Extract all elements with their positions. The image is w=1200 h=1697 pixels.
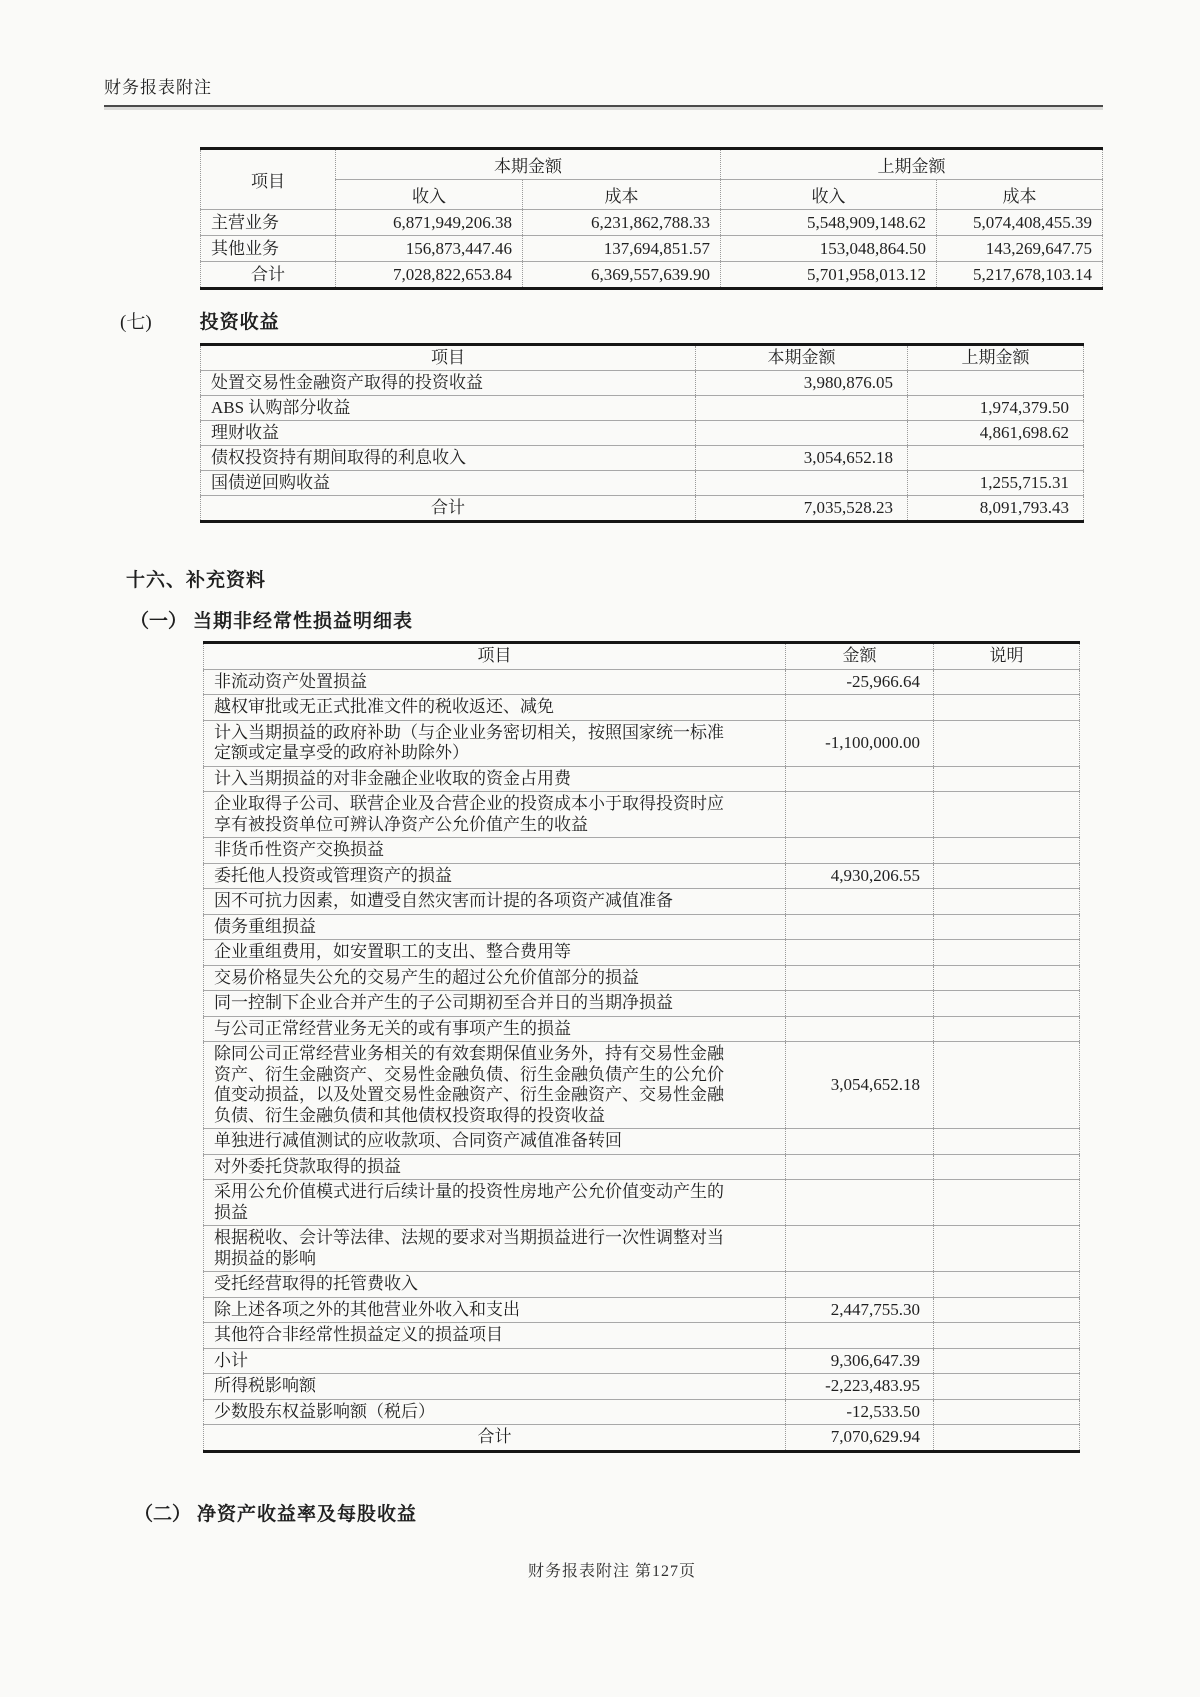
amount-cell: 4,930,206.55 (786, 863, 934, 889)
current-total-cell: 7,035,528.23 (696, 496, 908, 522)
total-row (201, 496, 1084, 522)
section-supplementary-heading: 十六、补充资料 (126, 570, 267, 591)
prior-income-total-cell: 5,701,958,013.12 (721, 262, 937, 289)
section-number: (七) (120, 312, 152, 333)
note-cell (934, 1154, 1080, 1180)
note-cell (934, 792, 1080, 838)
income-cost-table-header (201, 149, 1103, 210)
current-cost-cell: 6,231,862,788.33 (523, 210, 721, 236)
item-cell: 处置交易性金融资产取得的投资收益 (201, 371, 696, 396)
table-row (204, 889, 1080, 915)
item-cell: 因不可抗力因素，如遭受自然灾害而计提的各项资产减值准备 (204, 889, 786, 915)
col-income-header: 收入 (336, 180, 523, 210)
note-cell (934, 940, 1080, 966)
amount-cell (786, 1272, 934, 1298)
note-cell (934, 1399, 1080, 1425)
item-cell: 计入当期损益的政府补助（与企业业务密切相关，按照国家统一标准定额或定量享受的政府补助除外） (204, 720, 786, 766)
current-amount-cell: 3,980,876.05 (696, 371, 908, 396)
col-note-header: 说明 (934, 643, 1080, 670)
table-row (204, 1016, 1080, 1042)
item-cell: 非货币性资产交换损益 (204, 838, 786, 864)
item-cell: 委托他人投资或管理资产的损益 (204, 863, 786, 889)
current-amount-cell: 3,054,652.18 (696, 446, 908, 471)
item-cell: 理财收益 (201, 421, 696, 446)
item-cell: ABS 认购部分收益 (201, 396, 696, 421)
note-cell (934, 669, 1080, 695)
note-cell (934, 838, 1080, 864)
investment-income-table-body (201, 371, 1084, 496)
current-amount-cell (696, 421, 908, 446)
table-row (204, 838, 1080, 864)
table-row (204, 695, 1080, 721)
item-cell: 非流动资产处置损益 (204, 669, 786, 695)
total-row (201, 262, 1103, 289)
note-cell (934, 914, 1080, 940)
table-row (201, 236, 1103, 262)
note-cell (934, 1180, 1080, 1226)
table-row (204, 1323, 1080, 1349)
current-amount-cell (696, 471, 908, 496)
total-label-cell: 合计 (201, 496, 696, 522)
amount-cell (786, 695, 934, 721)
amount-cell (786, 1226, 934, 1272)
table-row (204, 914, 1080, 940)
prior-amount-cell: 4,861,698.62 (908, 421, 1084, 446)
note-cell (934, 1323, 1080, 1349)
note-cell (934, 965, 1080, 991)
table-row (204, 1348, 1080, 1374)
non-recurring-table (203, 641, 1080, 1453)
col-item-header: 项目 (204, 643, 786, 670)
subsection-non-recurring-heading (130, 611, 1200, 633)
prior-income-cell: 5,548,909,148.62 (721, 210, 937, 236)
table-row (204, 669, 1080, 695)
item-cell: 企业取得子公司、联营企业及合营企业的投资成本小于取得投资时应享有被投资单位可辨认净资产公允价值产生的收益 (204, 792, 786, 838)
subsection-number: （二） (134, 1503, 192, 1525)
table-row (204, 1180, 1080, 1226)
item-cell: 单独进行减值测试的应收款项、合同资产减值准备转回 (204, 1129, 786, 1155)
note-cell (934, 1042, 1080, 1129)
total-row (204, 1425, 1080, 1452)
item-cell: 越权审批或无正式批准文件的税收返还、减免 (204, 695, 786, 721)
item-cell: 采用公允价值模式进行后续计量的投资性房地产公允价值变动产生的损益 (204, 1180, 786, 1226)
item-cell: 受托经营取得的托管费收入 (204, 1272, 786, 1298)
amount-cell (786, 766, 934, 792)
item-cell: 交易价格显失公允的交易产生的超过公允价值部分的损益 (204, 965, 786, 991)
item-cell: 其他符合非经常性损益定义的损益项目 (204, 1323, 786, 1349)
table-row (204, 720, 1080, 766)
amount-cell (786, 991, 934, 1017)
table-row (204, 1374, 1080, 1400)
amount-cell (786, 940, 934, 966)
col-item-header: 项目 (201, 149, 336, 210)
amount-cell (786, 792, 934, 838)
current-cost-total-cell: 6,369,557,639.90 (523, 262, 721, 289)
amount-cell (786, 1323, 934, 1349)
table-row (204, 940, 1080, 966)
note-cell (934, 1374, 1080, 1400)
current-income-cell: 6,871,949,206.38 (336, 210, 523, 236)
table-row (204, 792, 1080, 838)
amount-cell (786, 1154, 934, 1180)
col-prior-header: 上期金额 (908, 345, 1084, 371)
amount-cell (786, 914, 934, 940)
item-cell: 债务重组损益 (204, 914, 786, 940)
item-cell: 除上述各项之外的其他营业外收入和支出 (204, 1297, 786, 1323)
table-row (204, 766, 1080, 792)
item-cell: 同一控制下企业合并产生的子公司期初至合并日的当期净损益 (204, 991, 786, 1017)
item-cell: 少数股东权益影响额（税后） (204, 1399, 786, 1425)
item-cell: 企业重组费用，如安置职工的支出、整合费用等 (204, 940, 786, 966)
total-label-cell: 合计 (204, 1425, 786, 1452)
amount-cell: -2,223,483.95 (786, 1374, 934, 1400)
page-footer (0, 1558, 1200, 1581)
note-cell (934, 1272, 1080, 1298)
page-header (104, 78, 1103, 107)
current-amount-cell (696, 396, 908, 421)
income-cost-table (200, 147, 1103, 290)
amount-cell: 3,054,652.18 (786, 1042, 934, 1129)
col-item-header: 项目 (201, 345, 696, 371)
amount-cell (786, 838, 934, 864)
prior-amount-cell (908, 371, 1084, 396)
table-row (201, 210, 1103, 236)
note-cell (934, 991, 1080, 1017)
investment-income-table (200, 343, 1084, 523)
prior-cost-cell: 5,074,408,455.39 (937, 210, 1103, 236)
table-header-row (204, 643, 1080, 670)
note-total-cell (934, 1425, 1080, 1452)
income-cost-table-body (201, 210, 1103, 262)
current-income-cell: 156,873,447.46 (336, 236, 523, 262)
prior-amount-cell (908, 446, 1084, 471)
col-prior-group-header: 上期金额 (721, 149, 1103, 180)
income-cost-table-total (201, 262, 1103, 289)
item-cell: 根据税收、会计等法律、法规的要求对当期损益进行一次性调整对当期损益的影响 (204, 1226, 786, 1272)
table-row (204, 1226, 1080, 1272)
table-row (204, 1399, 1080, 1425)
amount-cell: -1,100,000.00 (786, 720, 934, 766)
table-row (204, 1129, 1080, 1155)
table-row (201, 371, 1084, 396)
amount-cell: -12,533.50 (786, 1399, 934, 1425)
amount-total-cell: 7,070,629.94 (786, 1425, 934, 1452)
prior-cost-total-cell: 5,217,678,103.14 (937, 262, 1103, 289)
subsection-number: （一） (130, 611, 188, 632)
amount-cell (786, 889, 934, 915)
table-subheader-row (201, 180, 1103, 210)
table-header-row (201, 149, 1103, 180)
table-row (204, 1042, 1080, 1129)
table-row (204, 965, 1080, 991)
col-amount-header: 金额 (786, 643, 934, 670)
investment-income-table-total (201, 496, 1084, 522)
prior-amount-cell: 1,255,715.31 (908, 471, 1084, 496)
note-cell (934, 720, 1080, 766)
table-row (204, 863, 1080, 889)
item-cell: 主营业务 (201, 210, 336, 236)
note-cell (934, 1226, 1080, 1272)
item-cell: 对外委托贷款取得的损益 (204, 1154, 786, 1180)
table-row (204, 991, 1080, 1017)
non-recurring-table-body (204, 669, 1080, 1425)
table-row (204, 1297, 1080, 1323)
item-cell: 小计 (204, 1348, 786, 1374)
note-cell (934, 889, 1080, 915)
prior-income-cell: 153,048,864.50 (721, 236, 937, 262)
item-cell: 计入当期损益的对非金融企业收取的资金占用费 (204, 766, 786, 792)
page-footer-text: 财务报表附注 第127页 (527, 1562, 696, 1580)
note-cell (934, 1297, 1080, 1323)
note-cell (934, 863, 1080, 889)
investment-income-table-header (201, 345, 1084, 371)
col-cost-header: 成本 (937, 180, 1103, 210)
item-cell: 其他业务 (201, 236, 336, 262)
note-cell (934, 1348, 1080, 1374)
table-row (204, 1272, 1080, 1298)
subsection-title: 当期非经常性损益明细表 (193, 611, 414, 632)
current-cost-cell: 137,694,851.57 (523, 236, 721, 262)
subsection-title: 净资产收益率及每股收益 (197, 1503, 418, 1525)
table-row (201, 421, 1084, 446)
subsection-roe-eps-heading (134, 1504, 1200, 1526)
col-income-header: 收入 (721, 180, 937, 210)
item-cell: 国债逆回购收益 (201, 471, 696, 496)
page-header-title: 财务报表附注 (104, 78, 212, 97)
note-cell (934, 766, 1080, 792)
item-cell: 债权投资持有期间取得的利息收入 (201, 446, 696, 471)
note-cell (934, 1016, 1080, 1042)
col-cost-header: 成本 (523, 180, 721, 210)
prior-amount-cell: 1,974,379.50 (908, 396, 1084, 421)
amount-cell: 9,306,647.39 (786, 1348, 934, 1374)
col-current-group-header: 本期金额 (336, 149, 721, 180)
table-row (201, 396, 1084, 421)
amount-cell (786, 1129, 934, 1155)
amount-cell: 2,447,755.30 (786, 1297, 934, 1323)
amount-cell (786, 1016, 934, 1042)
amount-cell: -25,966.64 (786, 669, 934, 695)
table-row (201, 471, 1084, 496)
non-recurring-table-total (204, 1425, 1080, 1452)
table-header-row (201, 345, 1084, 371)
amount-cell (786, 965, 934, 991)
prior-cost-cell: 143,269,647.75 (937, 236, 1103, 262)
note-cell (934, 695, 1080, 721)
section-title: 投资收益 (199, 312, 280, 333)
item-cell: 所得税影响额 (204, 1374, 786, 1400)
total-label-cell: 合计 (201, 262, 336, 289)
item-cell: 除同公司正常经营业务相关的有效套期保值业务外，持有交易性金融资产、衍生金融资产、交易性金融负债、衍生金融负债产生的公允价值变动损益，以及处置交易性金融资产、衍生金融资产、交易性金融负债、衍生金融负债和其他债权投资取得的投资收益 (204, 1042, 786, 1129)
item-cell: 与公司正常经营业务无关的或有事项产生的损益 (204, 1016, 786, 1042)
non-recurring-table-header (204, 643, 1080, 670)
prior-total-cell: 8,091,793.43 (908, 496, 1084, 522)
table-row (204, 1154, 1080, 1180)
table-row (201, 446, 1084, 471)
current-income-total-cell: 7,028,822,653.84 (336, 262, 523, 289)
note-cell (934, 1129, 1080, 1155)
section-investment-income-heading (120, 312, 1200, 334)
col-current-header: 本期金额 (696, 345, 908, 371)
amount-cell (786, 1180, 934, 1226)
